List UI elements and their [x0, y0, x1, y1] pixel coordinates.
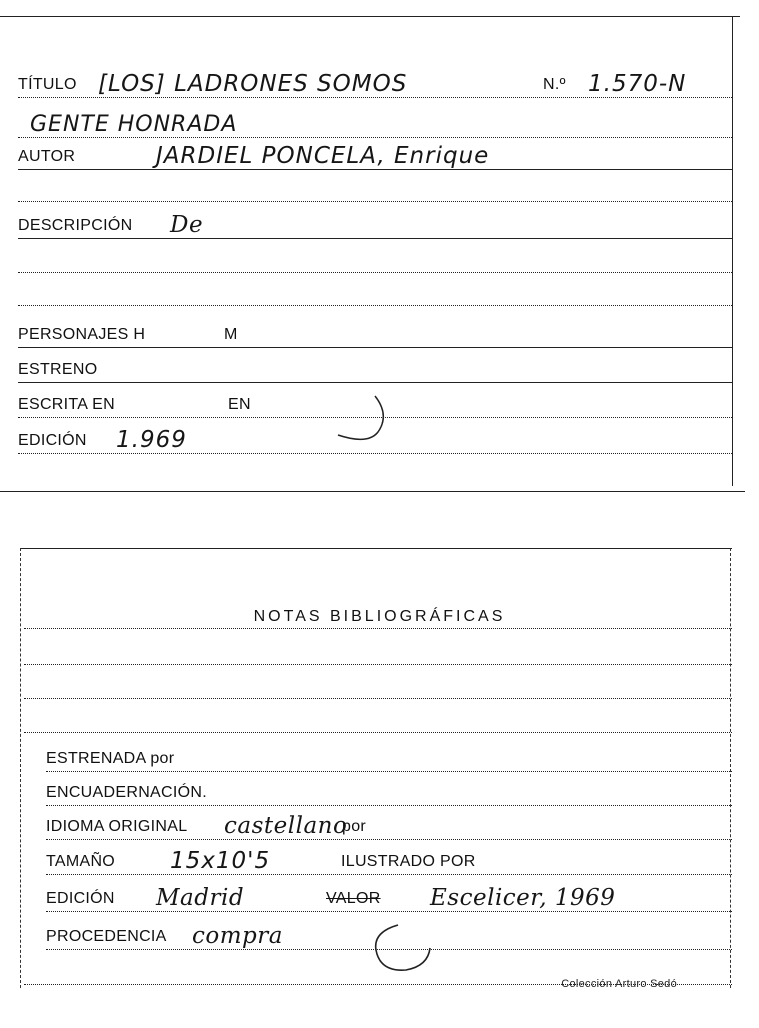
punch-hole-mark [368, 920, 438, 980]
valor-label: VALOR [326, 890, 381, 907]
tamano-row [46, 845, 732, 875]
numero-value: 1.570-N [588, 71, 687, 97]
estreno-label: ESTRENO [18, 361, 98, 378]
catalog-card-back [0, 540, 759, 1028]
rule [18, 272, 732, 273]
rule [24, 628, 732, 629]
punch-hole-mark [330, 390, 390, 450]
escrita-label: ESCRITA EN [18, 396, 115, 413]
rule [18, 201, 732, 202]
titulo-value: [LOS] LADRONES SOMOS [98, 71, 408, 97]
rule [24, 664, 732, 665]
card-right-edge [732, 16, 733, 486]
edicion-label: EDICIÓN [46, 890, 115, 907]
estrenada-label: ESTRENADA por [46, 750, 175, 767]
titulo-label: TÍTULO [18, 76, 77, 93]
titulo-continuation-row [18, 108, 732, 138]
encuadernacion-label: ENCUADERNACIÓN. [46, 784, 207, 801]
rule [18, 305, 732, 306]
titulo-continuation: GENTE HONRADA [30, 112, 238, 137]
edicion-label: EDICIÓN [18, 432, 87, 449]
tamano-label: TAMAÑO [46, 853, 116, 870]
autor-value: JARDIEL PONCELA, Enrique [156, 143, 490, 169]
personajes-m-label: M [224, 326, 238, 343]
descripcion-value: De [170, 212, 204, 238]
idioma-label: IDIOMA ORIGINAL [46, 818, 188, 835]
procedencia-value: compra [192, 923, 283, 949]
estrenada-row [46, 742, 732, 772]
idioma-por-label: por [342, 818, 367, 835]
catalog-card-front [0, 0, 759, 495]
numero-label: N.º [543, 76, 566, 93]
edicion-value: 1.969 [116, 427, 187, 453]
procedencia-label: PROCEDENCIA [46, 928, 167, 945]
notas-title: NOTAS BIBLIOGRÁFICAS [253, 608, 506, 625]
card-bottom-edge [0, 491, 745, 492]
descripcion-label: DESCRIPCIÓN [18, 217, 133, 234]
card-top-edge [0, 16, 740, 17]
personajes-label: PERSONAJES H [18, 326, 146, 343]
collection-footer: Colección Arturo Sedó [561, 978, 677, 990]
encuadernacion-row [46, 776, 732, 806]
autor-label: AUTOR [18, 148, 76, 165]
edicion-valor-row [46, 882, 732, 912]
valor-value: Escelicer, 1969 [430, 885, 616, 911]
descripcion-row [18, 209, 732, 239]
titulo-row [18, 68, 732, 98]
estreno-row [18, 353, 732, 383]
personajes-row [18, 318, 732, 348]
en-label: EN [228, 396, 251, 413]
tamano-value: 15x10'5 [170, 848, 271, 874]
rule [24, 698, 732, 699]
rule [24, 732, 732, 733]
idioma-row [46, 810, 732, 840]
edicion-place: Madrid [156, 885, 245, 911]
ilustrado-label: ILUSTRADO POR [341, 853, 476, 870]
card-top-edge [20, 548, 732, 549]
idioma-value: castellano [224, 813, 348, 839]
autor-row [18, 140, 732, 170]
